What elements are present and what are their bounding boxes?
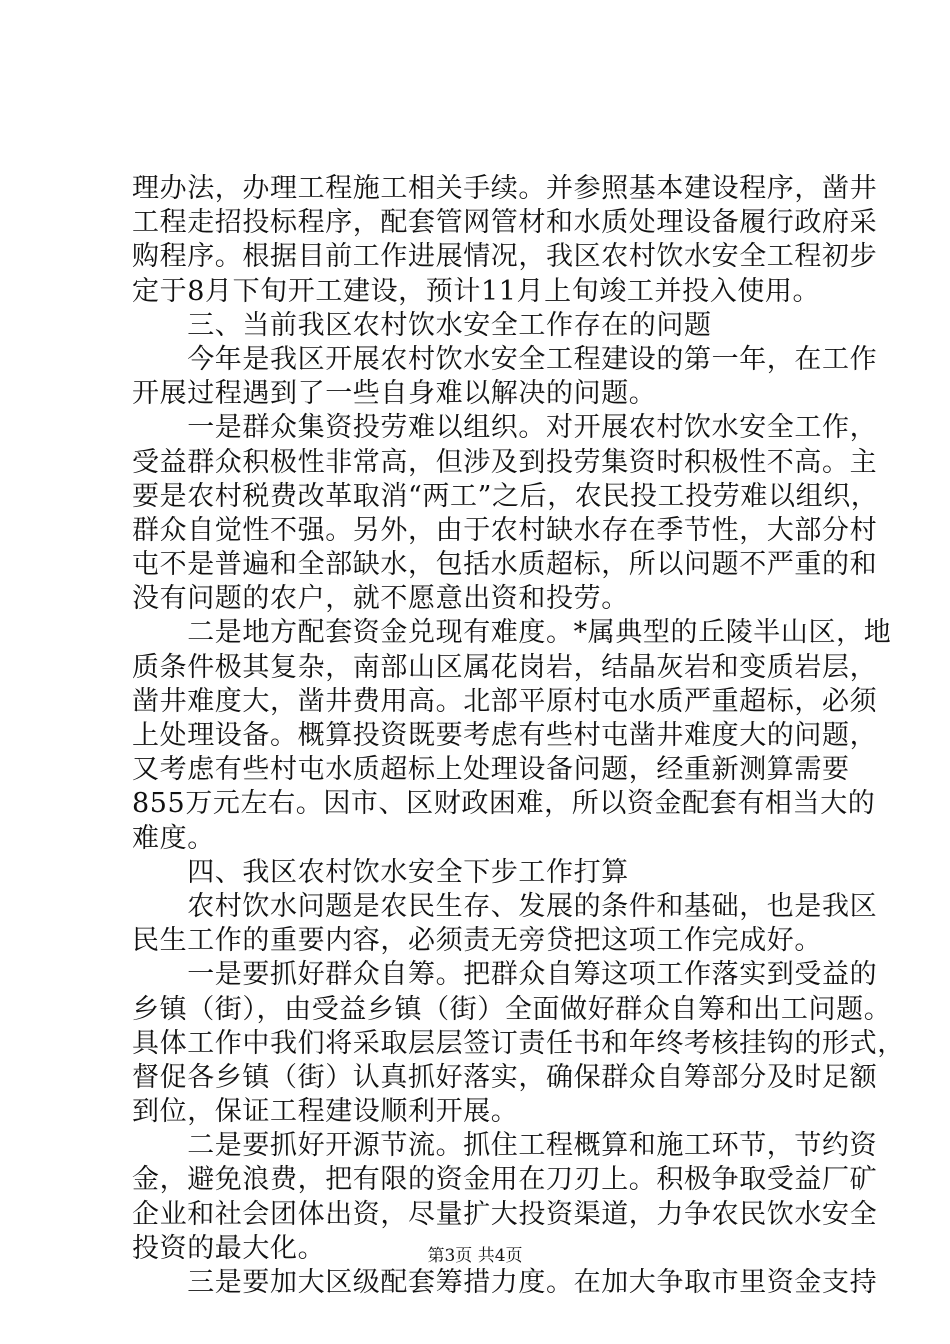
text-line: 企业和社会团体出资，尽量扩大投资渠道，力争农民饮水安全	[132, 1198, 878, 1230]
text-line: 上处理设备。概算投资既要考虑有些村屯凿井难度大的问题，	[132, 720, 878, 751]
text-line: 又考虑有些村屯水质超标上处理设备问题，经重新测算需要	[132, 754, 850, 786]
text-line: 二是地方配套资金兑现有难度。*属典型的丘陵半山区，地	[132, 617, 892, 649]
text-line: 开展过程遇到了一些自身难以解决的问题。	[132, 378, 657, 410]
text-line: 要是农村税费改革取消“两工”之后，农民投工投劳难以组织，	[132, 480, 879, 512]
text-line: 一是要抓好群众自筹。把群众自筹这项工作落实到受益的	[132, 959, 878, 991]
text-line: 理办法，办理工程施工相关手续。并参照基本建设程序，凿井	[132, 173, 878, 204]
text-line: 没有问题的农户，就不愿意出资和投劳。	[132, 583, 629, 615]
text-line: 工程走招投标程序，配套管网管材和水质处理设备履行政府采	[132, 207, 878, 239]
document-body	[132, 172, 905, 1300]
text-line: 受益群众积极性非常高，但涉及到投劳集资时积极性不高。主	[132, 446, 878, 478]
text-line: 群众自觉性不强。另外，由于农村缺水存在季节性，大部分村	[132, 514, 878, 546]
text-line: 三、当前我区农村饮水安全工作存在的问题	[132, 309, 712, 341]
text-line: 农村饮水问题是农民生存、发展的条件和基础，也是我区	[132, 890, 878, 922]
text-line: 具体工作中我们将采取层层签订责任书和年终考核挂钩的形式，	[132, 1027, 905, 1059]
text-line: 855万元左右。因市、区财政困难，所以资金配套有相当大的	[132, 788, 876, 820]
text-line: 屯不是普遍和全部缺水，包括水质超标，所以问题不严重的和	[132, 549, 878, 581]
text-line: 督促各乡镇（街）认真抓好落实，确保群众自筹部分及时足额	[132, 1061, 878, 1093]
text-line: 一是群众集资投劳难以组织。对开展农村饮水安全工作，	[132, 412, 878, 444]
text-line: 今年是我区开展农村饮水安全工程建设的第一年，在工作	[132, 343, 878, 375]
text-line: 难度。	[132, 822, 215, 854]
text-line: 投资的最大化。	[132, 1232, 326, 1264]
page-footer: 第3页 共4页	[427, 1246, 523, 1266]
text-line: 金，避免浪费，把有限的资金用在刀刃上。积极争取受益厂矿	[132, 1164, 878, 1196]
text-line: 到位，保证工程建设顺利开展。	[132, 1096, 519, 1128]
text-line: 凿井难度大，凿井费用高。北部平原村屯水质严重超标，必须	[132, 685, 878, 717]
text-line: 民生工作的重要内容，必须责无旁贷把这项工作完成好。	[132, 925, 822, 957]
text-line: 购程序。根据目前工作进展情况，我区农村饮水安全工程初步	[132, 241, 878, 273]
text-line: 二是要抓好开源节流。抓住工程概算和施工环节，节约资	[132, 1130, 878, 1162]
text-line: 乡镇（街），由受益乡镇（街）全面做好群众自筹和出工问题。	[132, 993, 892, 1025]
text-line: 定于8月下旬开工建设，预计11月上旬竣工并投入使用。	[132, 275, 821, 307]
text-line: 三是要加大区级配套筹措力度。在加大争取市里资金支持	[132, 1267, 878, 1298]
text-line: 四、我区农村饮水安全下步工作打算	[132, 856, 629, 888]
text-line: 质条件极其复杂，南部山区属花岗岩，结晶灰岩和变质岩层，	[132, 651, 878, 683]
